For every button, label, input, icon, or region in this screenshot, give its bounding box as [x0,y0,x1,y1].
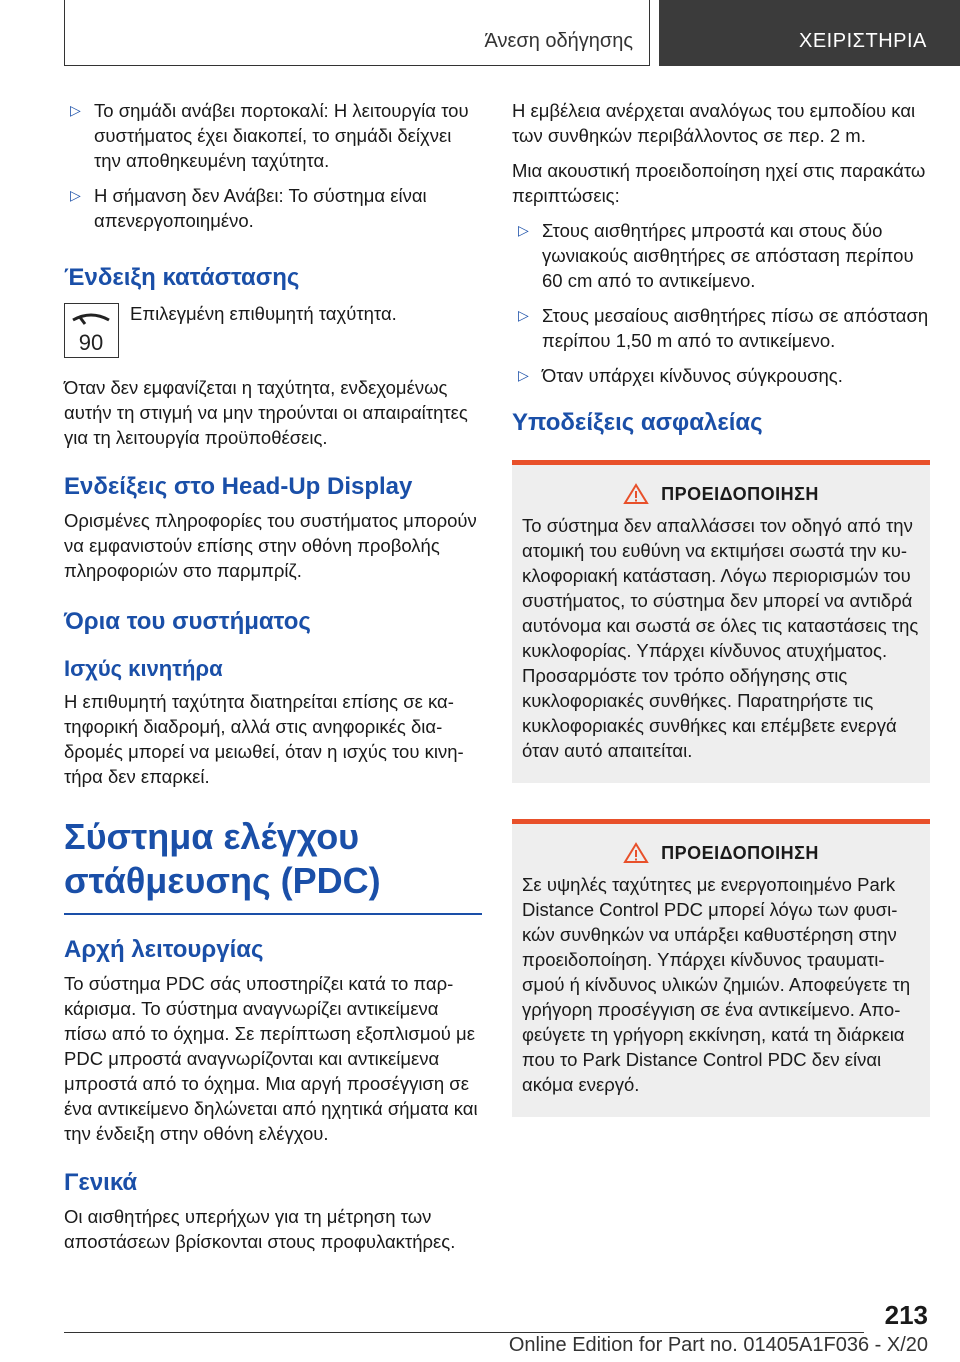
section-divider [64,913,482,915]
engine-paragraph: Η επιθυμητή ταχύτητα διατηρείται επίσης σε κατηφορική διαδρομή, αλλά στις ανηφορικές διαδρομές μπορεί να μειωθεί, όταν η ισχύς του κινητήρα δεν επαρκεί. [64,691,464,787]
list-item-text: Το σημάδι ανάβει πορτοκαλί: Η λειτουργία του συστήματος έχει διακοπεί, το σημάδι δείχνει την αποθηκευμένη ταχύτητα. [94,100,469,171]
left-column [64,98,482,1264]
list-item [64,98,482,173]
list-item-text: Όταν υπάρχει κίνδυνος σύγκρουσης. [542,365,843,386]
general-paragraph: Οι αισθητήρες υπερήχων για τη μέτρηση των αποστάσεων βρίσκονται στους προφυλακτήρες. [64,1206,456,1252]
header-section-title: Άνεση οδήγησης [484,30,633,52]
list-item-text: Η σήμανση δεν Ανάβει: Το σύστημα είναι απενεργοποιημένο. [94,185,427,231]
limits-heading: Όρια του συστήματος [64,608,311,635]
status-indicator-row [64,301,482,361]
cruise-speed-icon [64,303,119,358]
warning-box [512,460,930,783]
principle-paragraph: Το σύστημα PDC σάς υποστηρίζει κατά το παρκάρισμα. Το σύστημα αναγνωρίζει αντικείμενα πίσω από το όχημα. Σε περίπτωση εξοπλισμού με PDC μπροστά αναγνωρίζονται και αντικείμενα μπροστά από το όχημα. Μια αργή προσέγγιση σε ένα αντικείμενο δηλώνεται από ηχητικά σήματα και την ένδειξη στην οθόνη ελέγχου. [64,973,478,1144]
triangle-bullet-icon: ▷ [518,222,529,238]
pdc-title-line-2: στάθμευσης (PDC) [64,860,381,901]
warning-text: Σε υψηλές ταχύτητες με ενεργοποιημένο Park Distance Control PDC μπορεί λόγω των φυσικών συνθηκών να υπάρξει καθυστέρηση στην προειδοποίηση. Υπάρχει κίνδυνος τραυματισμού ή κίνδυνος υλικών ζημιών. Αποφεύγετε τη γρήγορη προσέγγιση σε ένα αντικείμενο. Αποφεύγετε τη γρήγορη εκκίνηση, κατά τη διάρκεια που το Park Distance Control PDC δεν είναι ακόμα ενεργό. [522,874,911,1095]
footer-divider [64,1332,864,1333]
hud-paragraph: Ορισμένες πληροφορίες του συστήματος μπορούν να εμφανιστούν επίσης στην οθόνη προβολής πληροφοριών στο παρμπρίζ. [64,510,477,581]
right-column [512,98,930,1117]
header-chapter-tab [659,0,960,66]
safety-heading: Υποδείξεις ασφαλείας [512,409,763,436]
pdc-title-line-1: Σύστημα ελέγχου [64,816,360,857]
warning-header [522,483,920,505]
hud-heading: Ενδείξεις στο Head-Up Display [64,473,413,500]
warning-box [512,819,930,1117]
warning-text: Το σύστημα δεν απαλλάσσει τον οδηγό από την ατομική του ευθύνη να εκτιμήσει σωστά την κυκλοφοριακή κατάσταση. Λόγω περιορισμών του συστήματος, το σύστημα δεν μπορεί να αντιδρά αυτόνομα και σωστά σε όλες τις καταστάσεις της κυκλοφορίας. Υπάρχει κίνδυνος ατυχήματος. Προσαρμόστε τον τρόπο οδήγησης στις κυκλοφοριακές συνθήκες. Παρατηρήστε τις κυκλοφοριακές συνθήκες και επέμβετε ενεργά όταν αυτό απαιτείται. [522,515,919,761]
status-text: Επιλεγμένη επιθυμητή ταχύτητα. [130,303,397,324]
list-item [64,183,482,233]
principle-heading: Αρχή λειτουργίας [64,936,264,963]
cruise-speed-value: 90 [78,330,104,355]
triangle-bullet-icon: ▷ [518,367,529,383]
page-header [0,0,960,66]
header-chapter-title: ΧΕΙΡΙΣΤΗΡΙΑ [799,30,927,52]
triangle-bullet-icon: ▷ [70,102,81,118]
triangle-bullet-icon: ▷ [70,187,81,203]
list-item [512,363,930,388]
warning-triangle-icon [623,483,649,505]
list-item [512,303,930,353]
status-paragraph: Όταν δεν εμφανίζεται η ταχύτητα, ενδεχομένως αυτήν τη στιγμή να μην τηρούνται οι απαιραίτητες για τη λειτουργία προϋποθέσεις. [64,377,468,448]
warning-triangle-icon [623,842,649,864]
list-item-text: Στους αισθητήρες μπροστά και στους δύο γωνιακούς αισθητήρες σε απόσταση περίπου 60 cm από το αντικείμενο. [542,220,914,291]
warning-header [522,842,920,864]
triangle-bullet-icon: ▷ [518,307,529,323]
status-heading: Ένδειξη κατάστασης [64,264,300,291]
general-heading: Γενικά [64,1169,138,1196]
engine-heading: Ισχύς κινητήρα [64,656,223,681]
header-section-tab [64,0,650,66]
warning-title: ΠΡΟΕΙΔΟΠΟΙΗΣΗ [661,483,819,504]
list-item [512,218,930,293]
list-item-text: Στους μεσαίους αισθητήρες πίσω σε απόσταση περίπου 1,50 m από το αντικείμενο. [542,305,929,351]
acoustic-paragraph: Μια ακουστική προειδοποίηση ηχεί στις παρακάτω περιπτώσεις: [512,160,926,206]
footer-edition: Online Edition for Part no. 01405A1F036 - X/20 [508,1334,928,1356]
warning-title: ΠΡΟΕΙΔΟΠΟΙΗΣΗ [661,842,819,863]
range-paragraph: Η εμβέλεια ανέρχεται αναλόγως του εμποδίου και των συνθηκών περιβάλλοντος σε περ. 2 m. [512,100,916,146]
page-number: 213 [884,1300,928,1330]
